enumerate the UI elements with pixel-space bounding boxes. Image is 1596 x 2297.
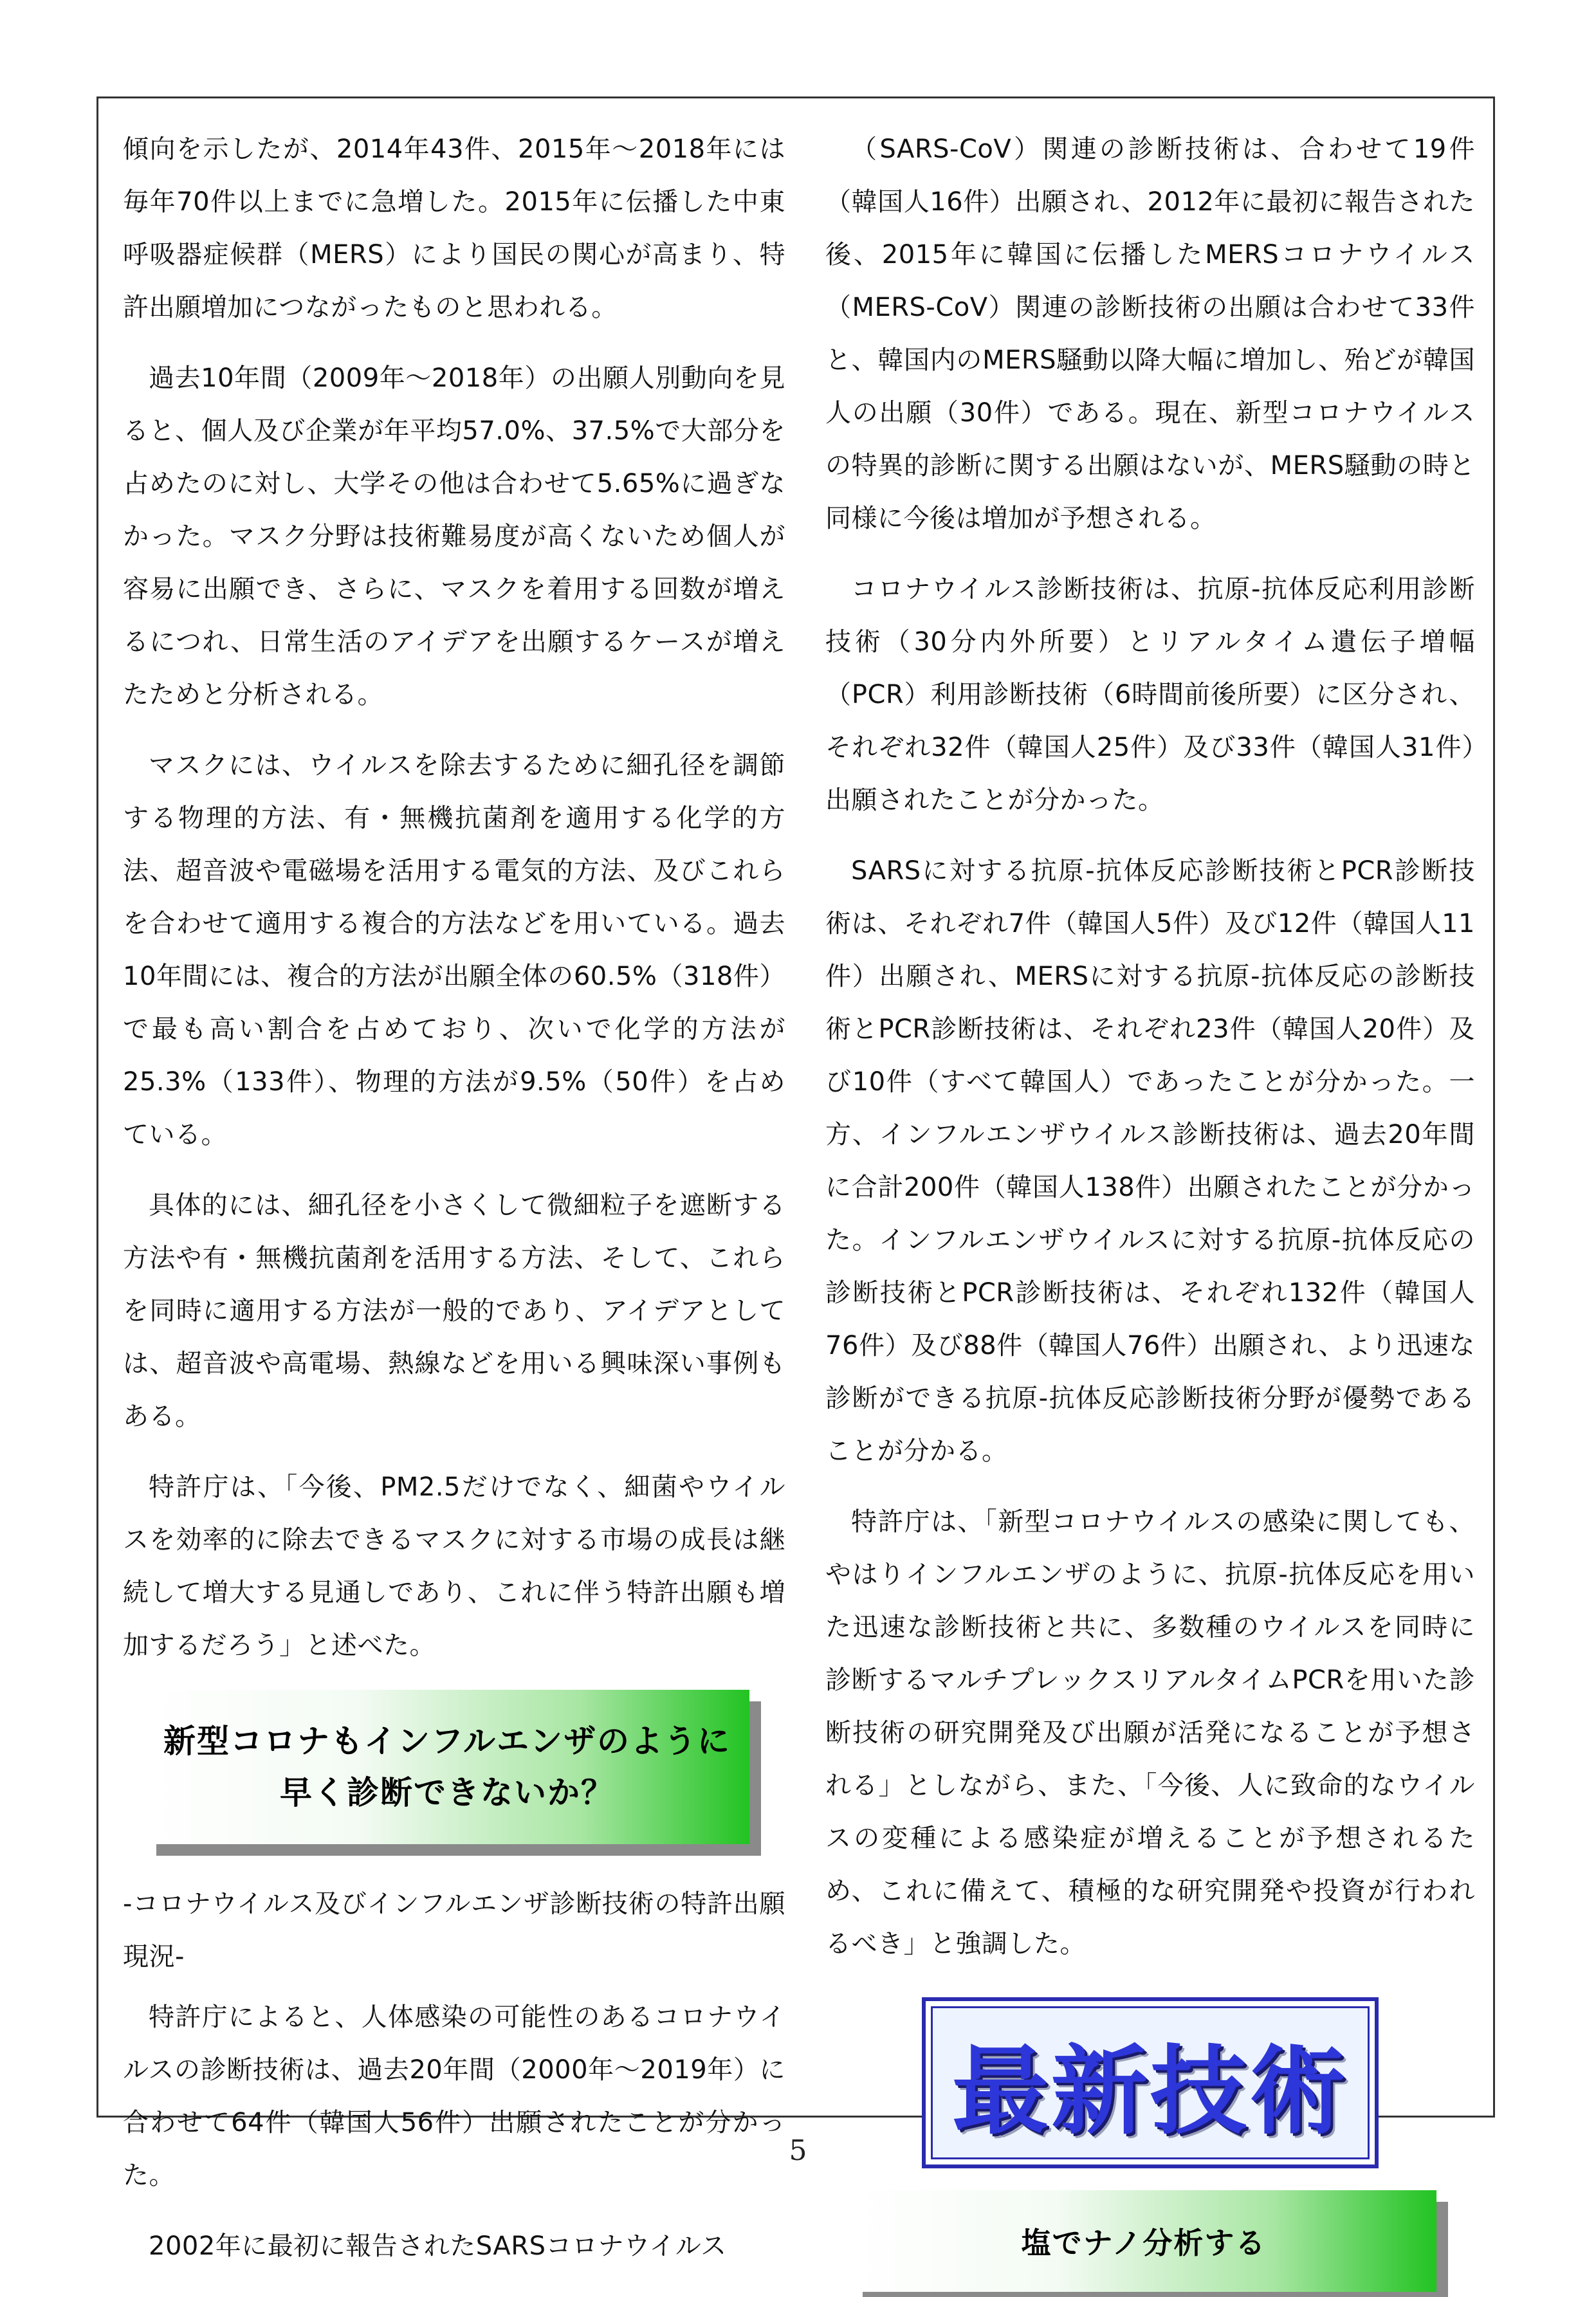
left-paragraph-6: 特許庁によると、人体感染の可能性のあるコロナウイルスの診断技術は、過去20年間（2000年～2019年）に合わせて64件（韓国人56件）出願されたことが分かった。 bbox=[123, 2002, 785, 2190]
right-paragraph-4: 特許庁は、「新型コロナウイルスの感染に関しても、やはりインフルエンザのように、抗原-抗体反応を用いた迅速な診断技術と共に、多数種のウイルスを同時に診断するマルチプレックスリアルタイムPCRを用いた診断技術の研究開発及び出願が活発になることが予想される」としながら、また、「今後、人に致命的なウイルスの変種による感染症が増えることが予想されるため、これに備えて、積極的な研究開発や投資が行われるべき」と強調した。 bbox=[825, 1507, 1475, 1959]
left-paragraph-7: 2002年に最初に報告されたSARSコロナウイルス bbox=[149, 2231, 727, 2261]
section-heading bbox=[163, 1716, 731, 1818]
latest-technology-title: 最新技術 bbox=[951, 2036, 1348, 2148]
article-heading-banner bbox=[851, 2190, 1436, 2292]
left-column bbox=[123, 123, 785, 2291]
page-frame bbox=[96, 96, 1495, 2261]
section-heading-line-1: 新型コロナもインフルエンザのように bbox=[163, 1723, 731, 1760]
left-paragraph-1: 傾向を示したが、2014年43件、2015年～2018年には毎年70件以上までに急増した。2015年に伝播した中東呼吸器症候群（MERS）により国民の関心が高まり、特許出願増加につながったものと思われる。 bbox=[123, 134, 785, 322]
right-column bbox=[825, 123, 1475, 2297]
left-paragraph-3: マスクには、ウイルスを除去するために細孔径を調節する物理的方法、有・無機抗菌剤を適用する化学的方法、超音波や電磁場を活用する電気的方法、及びこれらを合わせて適用する複合的方法などを用いている。過去10年間には、複合的方法が出願全体の60.5%（318件）で最も高い割合を占めており、次いで化学的方法が25.3%（133件）、物理的方法が9.5%（50件）を占めている。 bbox=[123, 751, 785, 1149]
page-number: 5 bbox=[789, 2134, 807, 2167]
left-paragraph-4: 具体的には、細孔径を小さくして微細粒子を遮断する方法や有・無機抗菌剤を活用する方法、そして、これらを同時に適用する方法が一般的であり、アイデアとしては、超音波や高電場、熱線などを用いる興味深い事例もある。 bbox=[123, 1191, 785, 1431]
right-paragraph-2: コロナウイルス診断技術は、抗原-抗体反応利用診断技術（30分内外所要）とリアルタイム遺伝子増幅（PCR）利用診断技術（6時間前後所要）に区分され、それぞれ32件（韓国人25件）及び33件（韓国人31件）出願されたことが分かった。 bbox=[825, 574, 1475, 815]
section-subtitle: -コロナウイルス及びインフルエンザ診断技術の特許出願現況- bbox=[123, 1889, 785, 1972]
section-heading-banner bbox=[145, 1690, 749, 1844]
section-heading-line-2: 早く診断できないか？ bbox=[280, 1774, 614, 1811]
left-paragraph-2: 過去10年間（2009年～2018年）の出願人別動向を見ると、個人及び企業が年平均57.0%、37.5%で大部分を占めたのに対し、大学その他は合わせて5.65%に過ぎなかった。マスク分野は技術難易度が高くないため個人が容易に出願でき、さらに、マスクを着用する回数が増えるにつれ、日常生活のアイデアを出願するケースが増えたためと分析される。 bbox=[123, 363, 785, 709]
right-paragraph-1: （SARS-CoV）関連の診断技術は、合わせて19件（韓国人16件）出願され、2012年に最初に報告された後、2015年に韓国に伝播したMERSコロナウイルス（MERS-CoV）関連の診断技術の出願は合わせて33件と、韓国内のMERS騒動以降大幅に増加し、殆どが韓国人の出願（30件）である。現在、新型コロナウイルスの特異的診断に関する出願はないが、MERS騒動の時と同様に今後は増加が予想される。 bbox=[825, 134, 1475, 533]
left-paragraph-5: 特許庁は、「今後、PM2.5だけでなく、細菌やウイルスを効率的に除去できるマスクに対する市場の成長は継続して増大する見通しであり、これに伴う特許出願も増加するだろう」と述べた。 bbox=[123, 1472, 785, 1660]
right-paragraph-3: SARSに対する抗原-抗体反応診断技術とPCR診断技術は、それぞれ7件（韓国人5件）及び12件（韓国人11件）出願され、MERSに対する抗原-抗体反応の診断技術とPCR診断技術は、それぞれ23件（韓国人20件）及び10件（すべて韓国人）であったことが分かった。一方、インフルエンザウイルス診断技術は、過去20年間に合計200件（韓国人138件）出願されたことが分かった。インフルエンザウイルスに対する抗原-抗体反応の診断技術とPCR診断技術は、それぞれ132件（韓国人76件）及び88件（韓国人76件）出願され、より迅速な診断ができる抗原-抗体反応診断技術分野が優勢であることが分かる。 bbox=[825, 856, 1475, 1466]
article-heading: 塩でナノ分析する bbox=[1021, 2226, 1267, 2260]
